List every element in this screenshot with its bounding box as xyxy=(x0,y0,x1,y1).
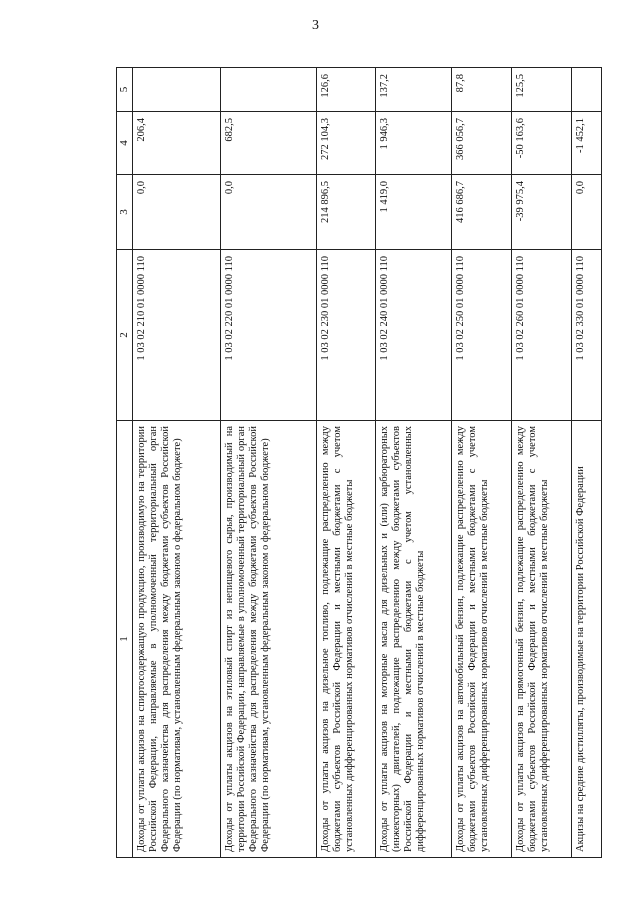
header-col-5: 5 xyxy=(117,68,133,112)
table-row xyxy=(572,68,602,858)
row-value-col3: 1 419,0 xyxy=(376,175,452,250)
row-value-col3: 0,0 xyxy=(572,175,602,250)
row-description: Доходы от уплаты акцизов на моторные масла для дизельных и (или) карбюраторных (инжекторных) двигателей, подлежащие распределению между бюджетами субъектов Российской Федерации и местными бюджетами с учетом установленных дифференцированных нормативов отчислений в местные бюджеты xyxy=(376,421,452,858)
row-value-col3: 0,0 xyxy=(133,175,221,250)
row-description: Доходы от уплаты акцизов на автомобильный бензин, подлежащие распределению между бюджетами субъектов Российской Федерации и местными бюджетами с учетом установленных дифференцированных нормативов отчислений в местные бюджеты xyxy=(452,421,512,858)
row-description: Доходы от уплаты акцизов на этиловый спирт из непищевого сырья, производимый на территории Российской Федерации, направляемые в уполномоченный территориальный орган Федерального казначейства для распределения между бюджетами субъектов Российской Федерации (по нормативам, установленным федеральным законом о федеральном бюджете) xyxy=(221,421,317,858)
row-value-col5: 137,2 xyxy=(376,68,452,112)
header-col-3: 3 xyxy=(117,175,133,250)
row-code: 1 03 02 240 01 0000 110 xyxy=(376,250,452,421)
revenue-table xyxy=(116,67,602,858)
row-code: 1 03 02 330 01 0000 110 xyxy=(572,250,602,421)
header-col-4: 4 xyxy=(117,112,133,175)
header-col-1: 1 xyxy=(117,421,133,858)
row-value-col3: 416 686,7 xyxy=(452,175,512,250)
table-row xyxy=(133,68,221,858)
row-description: Доходы от уплаты акцизов на дизельное топливо, подлежащие распределению между бюджетами субъектов Российской Федерации и местными бюджетами с учетом установленных дифференцированных нормативов отчислений в местные бюджеты xyxy=(317,421,376,858)
row-value-col5 xyxy=(572,68,602,112)
table-row xyxy=(221,68,317,858)
row-value-col3: -39 975,4 xyxy=(512,175,572,250)
row-description: Доходы от уплаты акцизов на прямогонный бензин, подлежащие распределению между бюджетами субъектов Российской Федерации и местными бюджетами с учетом установленных дифференцированных нормативов отчислений в местные бюджеты xyxy=(512,421,572,858)
row-description: Акцизы на средние дистилляты, производимые на территории Российской Федерации xyxy=(572,421,602,858)
row-value-col3: 0,0 xyxy=(221,175,317,250)
table-row xyxy=(317,68,376,858)
row-value-col4: 366 056,7 xyxy=(452,112,512,175)
row-value-col4: -1 452,1 xyxy=(572,112,602,175)
row-value-col3: 214 896,5 xyxy=(317,175,376,250)
row-value-col4: 682,5 xyxy=(221,112,317,175)
row-value-col4: 1 946,3 xyxy=(376,112,452,175)
row-value-col4: 272 104,3 xyxy=(317,112,376,175)
row-code: 1 03 02 260 01 0000 110 xyxy=(512,250,572,421)
row-value-col5 xyxy=(221,68,317,112)
table-row xyxy=(512,68,572,858)
table-header-row xyxy=(117,68,133,858)
row-value-col4: -50 163,6 xyxy=(512,112,572,175)
header-col-2: 2 xyxy=(117,250,133,421)
row-value-col5: 126,6 xyxy=(317,68,376,112)
row-code: 1 03 02 210 01 0000 110 xyxy=(133,250,221,421)
row-code: 1 03 02 230 01 0000 110 xyxy=(317,250,376,421)
table-row xyxy=(376,68,452,858)
row-value-col4: 206,4 xyxy=(133,112,221,175)
row-description: Доходы от уплаты акцизов на спиртосодержащую продукцию, производимую на территории Российской Федерации, направляемые в уполномоченный территориальный орган Федерального казначейства для распределения между бюджетами субъектов Российской Федерации (по нормативам, установленным федеральным законом о федеральном бюджете) xyxy=(133,421,221,858)
row-value-col5: 87,8 xyxy=(452,68,512,112)
rotated-table-container xyxy=(116,68,586,858)
row-code: 1 03 02 250 01 0000 110 xyxy=(452,250,512,421)
row-value-col5 xyxy=(133,68,221,112)
page-number: 3 xyxy=(312,18,319,33)
row-code: 1 03 02 220 01 0000 110 xyxy=(221,250,317,421)
row-value-col5: 125,5 xyxy=(512,68,572,112)
table-row xyxy=(452,68,512,858)
